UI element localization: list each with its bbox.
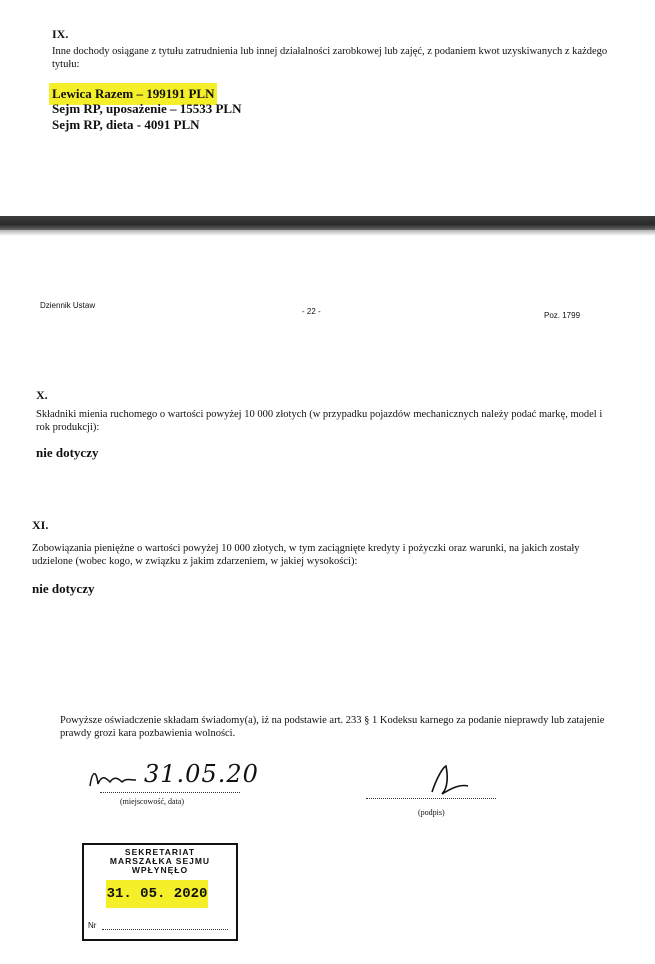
- stamp-line-3: WPŁYNĘŁO: [131, 865, 189, 875]
- section-ix-paragraph: Inne dochody osiągane z tytułu zatrudnienia lub innej działalności zarobkowej lub zajęć, z podaniem kwot uzyskiwanych z każdego tytułu:: [52, 46, 608, 70]
- income-line-3: Sejm RP, dieta - 4091 PLN: [52, 117, 200, 132]
- section-x-answer: nie dotyczy: [36, 445, 99, 460]
- section-x-paragraph: Składniki mienia ruchomego o wartości powyżej 10 000 złotych (w przypadku pojazdów mechanicznych należy podać markę, model i rok produkcji):: [36, 409, 603, 433]
- header-page-number: - 22 -: [302, 307, 321, 316]
- section-xi-answer: nie dotyczy: [32, 581, 95, 596]
- place-date-label: (miejscowość, data): [120, 797, 184, 806]
- income-line-1: Lewica Razem – 199191 PLN: [52, 86, 215, 101]
- stamp-nr-line: [102, 929, 228, 930]
- section-ix-title: IX.: [52, 27, 69, 41]
- section-x-title: X.: [36, 388, 48, 402]
- stamp-line-2: MARSZAŁKA SEJMU: [109, 856, 211, 866]
- stamp-line-1: SEKRETARIAT: [124, 847, 196, 857]
- handwritten-place: [86, 764, 146, 794]
- place-date-line: [100, 792, 240, 793]
- signature-mark: [412, 762, 472, 800]
- income-line-2: Sejm RP, uposażenie – 15533 PLN: [52, 101, 242, 116]
- stamp-date: 31. 05. 2020: [106, 880, 208, 908]
- receipt-stamp: [82, 843, 238, 941]
- signature-label: (podpis): [418, 808, 445, 817]
- declaration-text: Powyższe oświadczenie składam świadomy(a), iż na podstawie art. 233 § 1 Kodeksu karnego za podanie nieprawdy lub zatajenie prawdy grozi kara pozbawienia wolności.: [60, 715, 605, 739]
- page-divider: [0, 216, 655, 230]
- handwritten-date: 31.05.20: [144, 760, 259, 788]
- header-position: Poz. 1799: [544, 311, 581, 320]
- stamp-nr-label: Nr: [88, 921, 97, 930]
- section-xi-title: XI.: [32, 518, 49, 532]
- section-xi-paragraph: Zobowiązania pieniężne o wartości powyżej 10 000 złotych, w tym zaciągnięte kredyty i pożyczki oraz warunki, na jakich zostały udzielone (wobec kogo, w związku z jakim zdarzeniem, w jakiej wysokości):: [32, 543, 580, 567]
- header-journal: Dziennik Ustaw: [40, 301, 96, 310]
- signature-line: [366, 798, 496, 799]
